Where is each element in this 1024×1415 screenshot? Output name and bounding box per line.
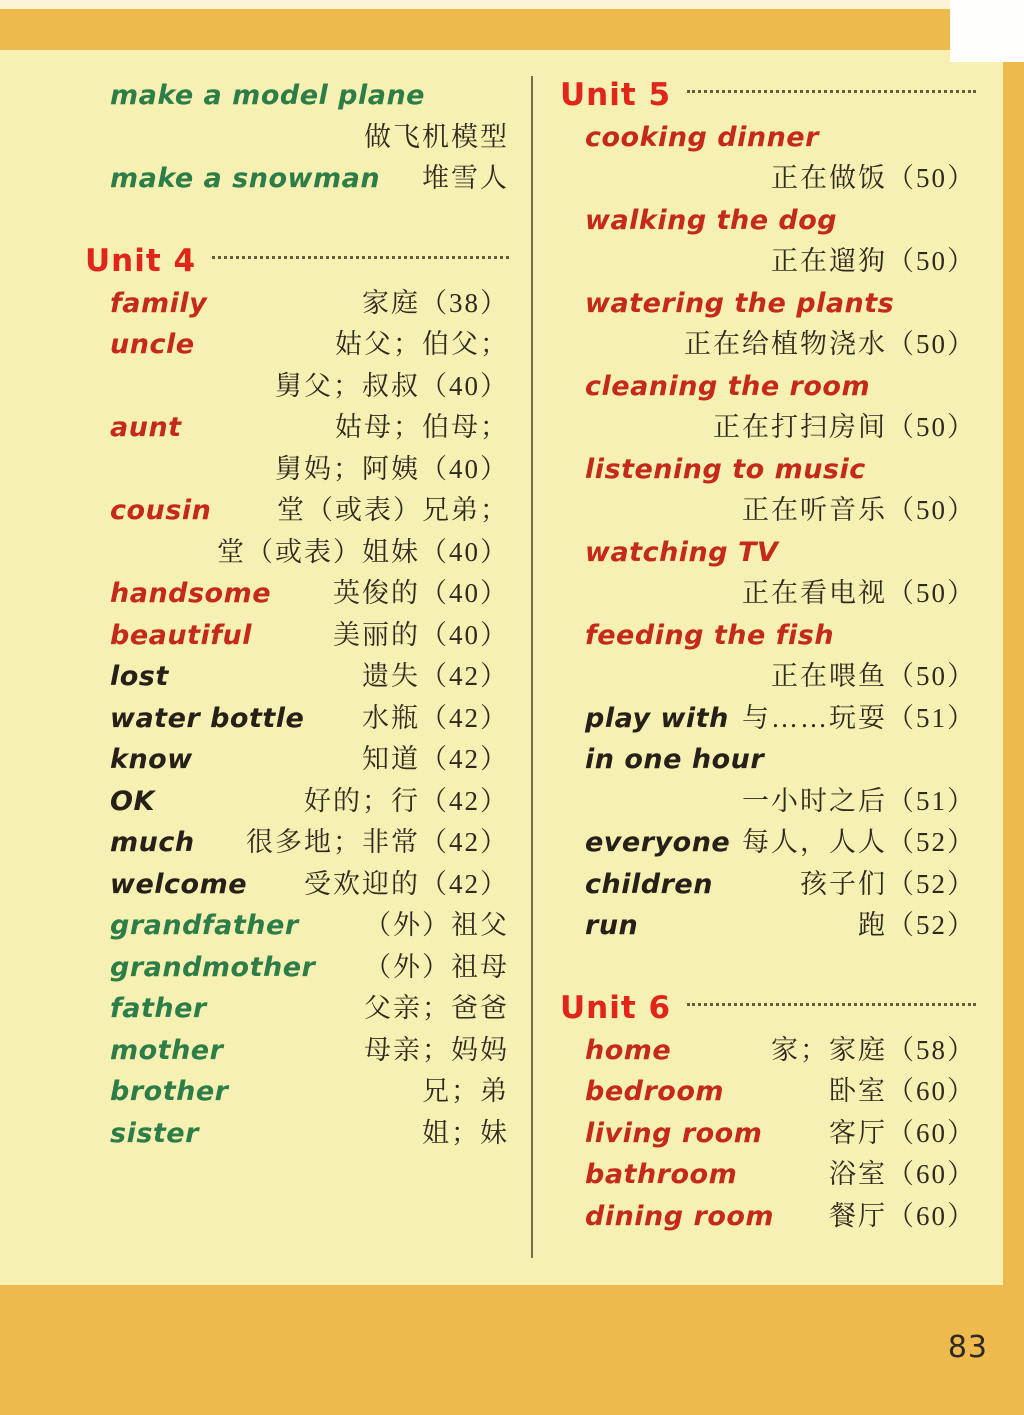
vocab-row [560,864,976,906]
chinese-translation: 遗失（42） [362,661,509,691]
vocab-row [560,324,976,366]
english-term: everyone [585,827,731,858]
english-term: handsome [110,578,272,609]
chinese-translation: （外）祖母 [364,951,509,982]
vocab-row [85,656,509,698]
chinese-translation: 做飞机模型 [364,121,509,152]
english-term: play with [585,702,729,734]
vocab-row [560,366,976,408]
unit-header [560,988,976,1030]
english-term: aunt [110,412,182,443]
vocab-row [85,781,509,823]
chinese-translation: 正在听音乐（50） [742,495,976,525]
vocab-row [85,449,509,491]
english-term: walking the dog [585,204,838,236]
column-spacer [85,200,509,242]
chinese-translation: 舅妈；阿姨（40） [275,453,509,484]
unit-header [85,241,509,283]
english-term: OK [110,785,155,817]
english-term: know [110,744,193,775]
english-term: welcome [110,868,248,900]
page-number: 83 [947,1330,988,1365]
english-term: cousin [110,495,212,526]
english-term: grandmother [110,951,316,983]
vocab-row [85,117,509,159]
english-term: make a snowman [110,163,381,194]
english-term: sister [110,1117,199,1149]
chinese-translation: 姑母；伯母； [335,412,509,442]
vocab-row [85,532,509,574]
dotted-leader [687,1003,976,1006]
chinese-translation: 正在喂鱼（50） [771,661,976,691]
unit-header [560,75,976,117]
vocab-row [560,1030,976,1072]
vocab-row [560,615,976,657]
english-term: watching TV [585,536,779,568]
right-column [560,75,976,1237]
vocab-row [85,490,509,532]
english-term: lost [110,661,169,692]
chinese-translation: 姐；妹 [422,1117,509,1148]
chinese-translation: 一小时之后（51） [742,785,976,816]
vocab-row [85,366,509,408]
chinese-translation: 正在遛狗（50） [771,246,976,276]
column-spacer [560,947,976,989]
chinese-translation: 每人，人人（52） [742,827,976,857]
vocabulary-panel [0,50,1003,1285]
dotted-leader [212,256,509,259]
vocab-row [85,407,509,449]
english-term: in one hour [585,744,765,775]
english-term: listening to music [585,453,866,485]
english-term: cooking dinner [585,121,819,153]
vocab-row [85,615,509,657]
vocab-row [85,283,509,325]
english-term: family [110,287,208,319]
english-term: living room [585,1117,763,1149]
english-term: make a model plane [110,80,425,111]
chinese-translation: 浴室（60） [829,1159,976,1189]
vocab-row [560,241,976,283]
vocab-row [85,1113,509,1155]
chinese-translation: 家；家庭（58） [771,1034,976,1065]
chinese-translation: 正在给植物浇水（50） [684,329,976,359]
english-term: water bottle [110,702,305,734]
chinese-translation: 跑（52） [858,910,976,940]
vocab-row [560,407,976,449]
chinese-translation: 餐厅（60） [829,1200,976,1231]
vocab-row [85,947,509,989]
vocab-row [85,698,509,740]
vocab-row [560,532,976,574]
vocab-row [560,739,976,781]
vocab-row [85,1030,509,1072]
unit-title: Unit 4 [85,243,197,279]
chinese-translation: 堂（或表）姐妹（40） [217,536,509,567]
chinese-translation: （外）祖父 [364,910,509,940]
vocab-row [85,1071,509,1113]
vocab-row [85,905,509,947]
english-term: mother [110,1034,224,1066]
chinese-translation: 父亲；爸爸 [364,993,509,1023]
chinese-translation: 很多地；非常（42） [246,827,509,857]
vocab-row [560,573,976,615]
chinese-translation: 孩子们（52） [800,868,976,899]
chinese-translation: 美丽的（40） [333,619,509,650]
english-term: beautiful [110,619,252,651]
vocab-row [85,324,509,366]
vocab-row [560,905,976,947]
chinese-translation: 舅父；叔叔（40） [275,370,509,401]
vocab-row [560,1113,976,1155]
english-term: much [110,827,195,858]
vocab-row [560,822,976,864]
vocab-row [560,490,976,532]
vocab-row [85,158,509,200]
chinese-translation: 姑父；伯父； [335,329,509,359]
chinese-translation: 母亲；妈妈 [364,1034,509,1065]
english-term: bedroom [585,1076,725,1107]
vocab-row [85,739,509,781]
chinese-translation: 正在看电视（50） [742,578,976,608]
chinese-translation: 水瓶（42） [362,702,509,733]
chinese-translation: 知道（42） [362,744,509,774]
vocab-row [560,449,976,491]
chinese-translation: 英俊的（40） [333,578,509,608]
chinese-translation: 客厅（60） [829,1117,976,1148]
chinese-translation: 兄；弟 [422,1076,509,1106]
chinese-translation: 堆雪人 [422,163,509,193]
top-right-white-block [950,0,1024,62]
english-term: cleaning the room [585,370,871,402]
vocab-row [560,283,976,325]
vocab-row [560,1071,976,1113]
english-term: bathroom [585,1159,738,1190]
english-term: uncle [110,329,195,360]
vocab-row [560,698,976,740]
chinese-translation: 家庭（38） [362,287,509,318]
dotted-leader [687,90,976,93]
vocab-row [85,822,509,864]
vocab-row [560,1196,976,1238]
english-term: feeding the fish [585,619,835,651]
column-divider [531,76,533,1258]
vocab-row [85,573,509,615]
english-term: father [110,993,207,1024]
chinese-translation: 正在打扫房间（50） [713,412,976,442]
english-term: home [585,1034,672,1066]
chinese-translation: 正在做饭（50） [771,163,976,193]
vocab-row [560,781,976,823]
english-term: watering the plants [585,287,895,319]
chinese-translation: 卧室（60） [829,1076,976,1106]
chinese-translation: 堂（或表）兄弟； [277,495,509,525]
chinese-translation: 与……玩耍（51） [742,702,976,733]
english-term: children [585,868,713,900]
vocab-row [560,117,976,159]
vocab-row [85,988,509,1030]
unit-title: Unit 5 [560,77,672,113]
vocab-row [85,75,509,117]
unit-title: Unit 6 [560,990,672,1026]
vocab-row [560,200,976,242]
english-term: run [585,910,639,941]
vocab-row [560,656,976,698]
vocab-row [560,1154,976,1196]
english-term: brother [110,1076,229,1107]
top-edge-strip [0,0,1024,9]
english-term: dining room [585,1200,775,1232]
left-column [85,75,509,1154]
vocab-row [560,158,976,200]
english-term: grandfather [110,910,299,941]
chinese-translation: 好的；行（42） [304,785,509,816]
chinese-translation: 受欢迎的（42） [304,868,509,899]
vocab-row [85,864,509,906]
